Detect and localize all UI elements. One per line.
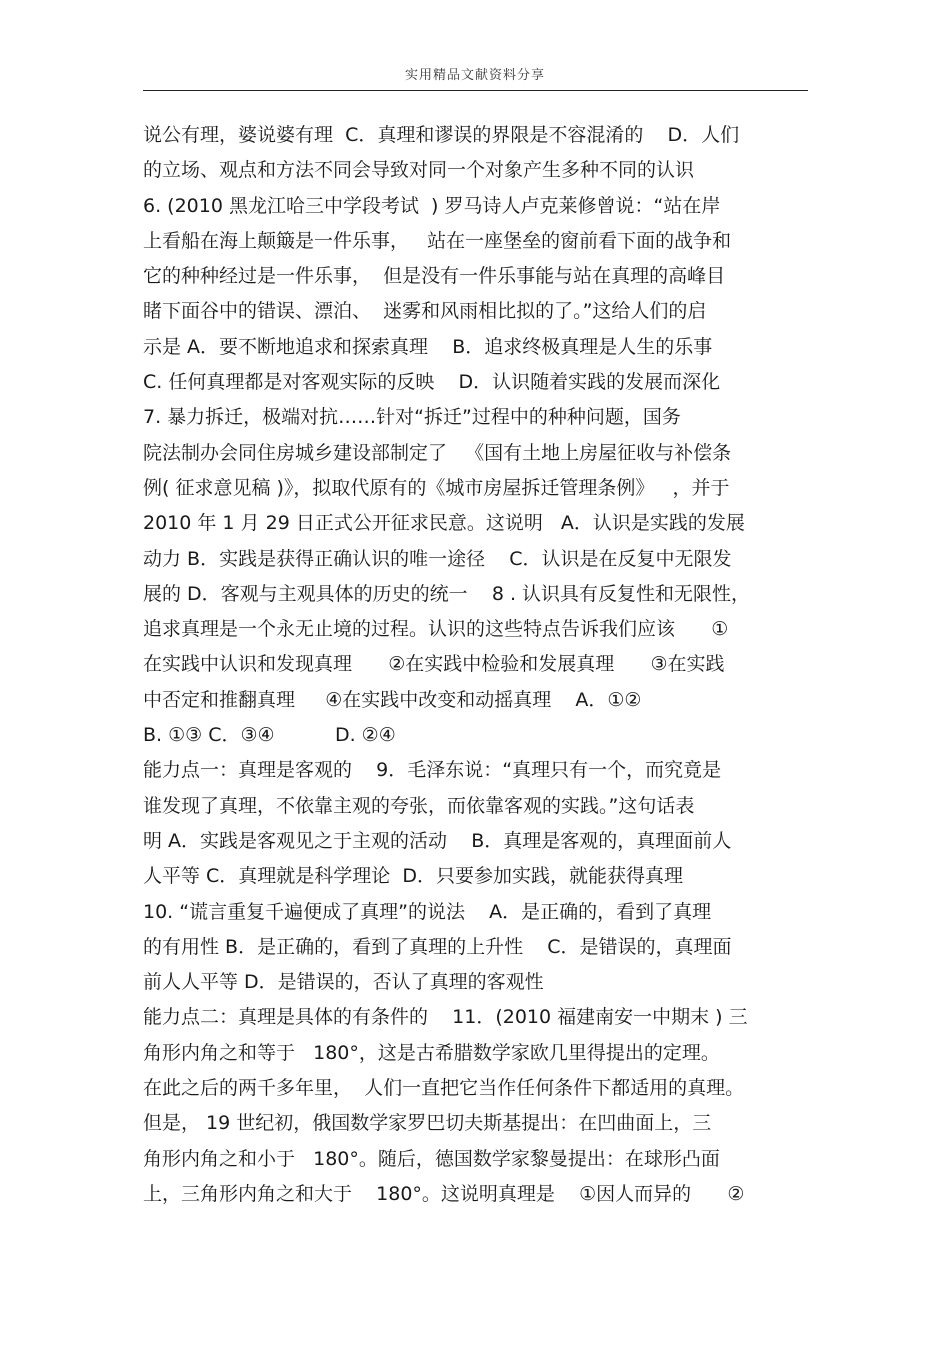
text-line: 谁发现了真理，不依靠主观的夸张，而依靠客观的实践。”这句话表 bbox=[143, 794, 695, 817]
text-line: 说公有理，婆说婆有理 C．真理和谬误的界限是不容混淆的 D．人们 bbox=[143, 124, 740, 146]
document-body bbox=[143, 118, 813, 1212]
text-line: 2010 年 1 月 29 日正式公开征求民意。这说明 A．认识是实践的发展 bbox=[143, 512, 745, 535]
header-divider bbox=[143, 90, 808, 91]
text-line: 院法制办会同住房城乡建设部制定了 《国有土地上房屋征收与补偿条 bbox=[143, 441, 732, 464]
text-line: 但是， 19 世纪初，俄国数学家罗巴切夫斯基提出：在凹曲面上，三 bbox=[143, 1112, 712, 1135]
text-line: 的立场、观点和方法不同会导致对同一个对象产生多种不同的认识 bbox=[143, 159, 695, 182]
text-line: 在此之后的两千多年里， 人们一直把它当作任何条件下都适用的真理。 bbox=[143, 1077, 745, 1100]
text-line: 它的种种经过是一件乐事， 但是没有一件乐事能与站在真理的高峰目 bbox=[143, 265, 726, 288]
text-line: C. 任何真理都是对客观实际的反映 D．认识随着实践的发展而深化 bbox=[143, 371, 721, 394]
text-line: 动力 B．实践是获得正确认识的唯一途径 C．认识是在反复中无限发 bbox=[143, 547, 732, 570]
text-line: 6. (2010 黑龙江哈三中学段考试 ) 罗马诗人卢克莱修曾说：“站在岸 bbox=[143, 194, 721, 217]
text-line: 追求真理是一个永无止境的过程。认识的这些特点告诉我们应该 ① bbox=[143, 618, 729, 641]
text-line: 能力点二：真理是具体的有条件的 11．(2010 福建南安一中期末 ) 三 bbox=[143, 1006, 748, 1029]
text-line: 示是 A．要不断地追求和探索真理 B．追求终极真理是人生的乐事 bbox=[143, 335, 713, 358]
text-line: 展的 D．客观与主观具体的历史的统一 8 . 认识具有反复性和无限性， bbox=[143, 582, 751, 605]
text-line: 能力点一：真理是客观的 9．毛泽东说：“真理只有一个，而究竟是 bbox=[143, 759, 722, 782]
text-line: 上，三角形内角之和大于 180°。这说明真理是 ①因人而异的 ② bbox=[143, 1182, 745, 1205]
text-line: 前人人平等 D．是错误的，否认了真理的客观性 bbox=[143, 971, 544, 994]
text-line: 例( 征求意见稿 )》，拟取代原有的《城市房屋拆迁管理条例》 ，并于 bbox=[143, 476, 730, 499]
text-line: 角形内角之和等于 180°，这是古希腊数学家欧几里得提出的定理。 bbox=[143, 1041, 720, 1064]
text-line: 10. “谎言重复千遍便成了真理”的说法 A．是正确的，看到了真理 bbox=[143, 900, 712, 923]
page-header: 实用精品文献资料分享 bbox=[404, 68, 545, 83]
text-line: 明 A．实践是客观见之于主观的活动 B．真理是客观的，真理面前人 bbox=[143, 829, 732, 852]
text-line: B. ①③ C．③④ D. ②④ bbox=[143, 724, 396, 747]
text-line: 人平等 C．真理就是科学理论 D．只要参加实践，就能获得真理 bbox=[143, 865, 684, 888]
text-line: 中否定和推翻真理 ④在实践中改变和动摇真理 A．①② bbox=[143, 688, 642, 711]
text-line: 角形内角之和小于 180°。随后，德国数学家黎曼提出：在球形凸面 bbox=[143, 1147, 720, 1170]
text-line: 的有用性 B．是正确的，看到了真理的上升性 C．是错误的，真理面 bbox=[143, 935, 732, 958]
text-line: 在实践中认识和发现真理 ②在实践中检验和发展真理 ③在实践 bbox=[143, 653, 725, 676]
text-line: 上看船在海上颠簸是一件乐事， 站在一座堡垒的窗前看下面的战争和 bbox=[143, 229, 732, 252]
text-line: 7. 暴力拆迁，极端对抗……针对“拆迁”过程中的种种问题，国务 bbox=[143, 406, 681, 429]
text-line: 睹下面谷中的错误、漂泊、 迷雾和风雨相比拟的了。”这给人们的启 bbox=[143, 300, 707, 323]
